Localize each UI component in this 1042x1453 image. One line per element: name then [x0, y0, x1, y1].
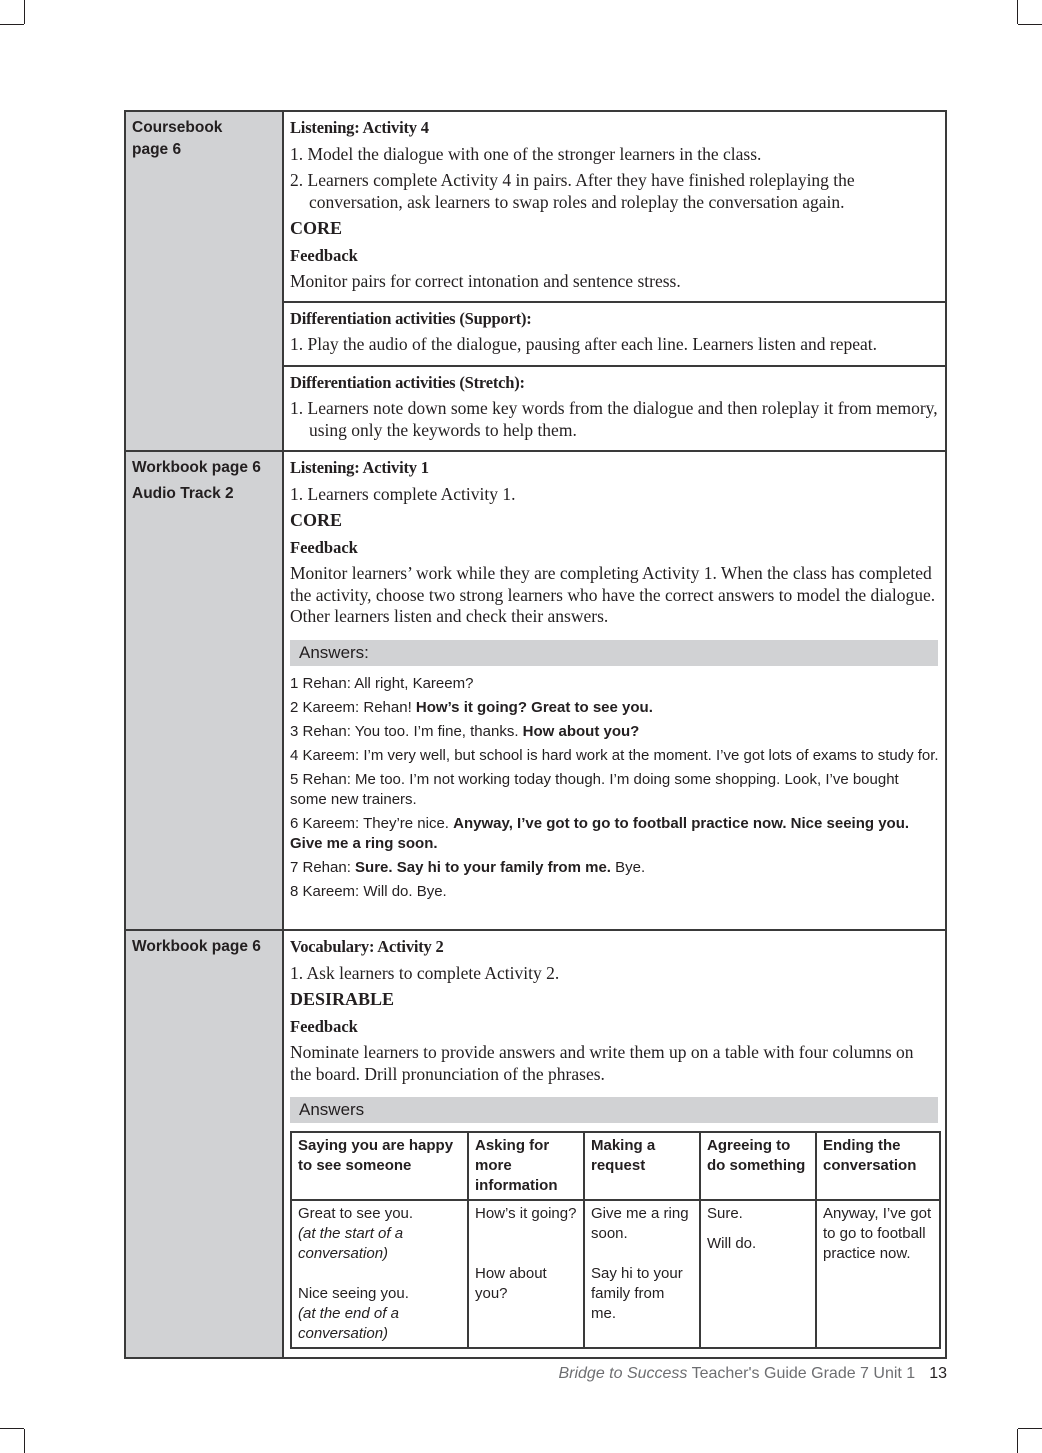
table-cell: Sure. Will do.	[700, 1200, 816, 1348]
column-header: Saying you are happy to see someone	[291, 1132, 468, 1200]
resource-label-line: Audio Track 2	[132, 485, 234, 502]
column-header: Asking for more information	[468, 1132, 584, 1200]
answer-item: 7 Rehan: Sure. Say hi to your family from me. Bye.	[290, 858, 646, 876]
crop-mark	[0, 24, 24, 25]
resource-label-line: page 6	[132, 141, 182, 158]
activity-cell	[283, 111, 946, 302]
crop-mark	[1017, 1429, 1018, 1453]
steps-list	[290, 484, 939, 506]
feedback-text: Monitor pairs for correct intonation and sentence stress.	[290, 271, 681, 291]
resource-label	[125, 111, 283, 451]
stretch-cell	[283, 366, 946, 452]
feedback-text: Nominate learners to provide answers and write them up on a table with four columns on the board. Drill pronunciation of the phrases.	[290, 1042, 914, 1084]
level-label: CORE	[290, 218, 343, 238]
support-heading: Differentiation activities (Support):	[290, 308, 532, 328]
feedback-text: Monitor learners’ work while they are completing Activity 1. When the class has completed the activity, choose two strong learners who have the correct answers to model the dialogue. Other learners listen and check their answers.	[290, 563, 936, 626]
column-header: Agreeing to do something	[700, 1132, 816, 1200]
column-header: Ending the conversation	[816, 1132, 940, 1200]
table-cell: Give me a ring soon. Say hi to your family from me.	[584, 1200, 700, 1348]
answer-item: 1 Rehan: All right, Kareem?	[290, 674, 474, 692]
steps-list	[290, 398, 939, 441]
support-cell	[283, 302, 946, 366]
lesson-plan-table	[124, 110, 947, 1359]
answer-item: 8 Kareem: Will do. Bye.	[290, 882, 447, 900]
answers-table-row	[291, 1200, 940, 1348]
table-cell: How’s it going? How about you?	[468, 1200, 584, 1348]
table-cell: Great to see you. (at the start of a conversation) Nice seeing you. (at the end of a conversation)	[291, 1200, 468, 1348]
step-item: 1. Model the dialogue with one of the stronger learners in the class.	[290, 143, 762, 164]
table-row	[125, 111, 946, 302]
activity-cell	[283, 451, 946, 930]
table-row	[125, 451, 946, 930]
answer-item: 4 Kareem: I’m very well, but school is hard work at the moment. I’ve got lots of exams to study for.	[290, 746, 939, 764]
resource-label-line: Coursebook	[132, 119, 223, 136]
step-item: 1. Ask learners to complete Activity 2.	[290, 962, 560, 983]
activity-heading: Listening: Activity 4	[290, 118, 429, 137]
book-title: Bridge to Success	[558, 1365, 688, 1382]
activity-cell	[283, 930, 946, 1358]
crop-mark	[24, 1429, 25, 1453]
crop-mark	[1018, 1428, 1042, 1429]
crop-mark	[0, 1428, 24, 1429]
answers-table	[290, 1131, 941, 1349]
table-cell: Anyway, I’ve got to go to football practice now.	[816, 1200, 940, 1348]
resource-label-line: Workbook page 6	[132, 459, 261, 476]
answers-bar: Answers:	[290, 640, 938, 666]
step-item: 1. Play the audio of the dialogue, pausing after each line. Learners listen and repeat.	[290, 334, 878, 354]
crop-mark	[24, 0, 25, 24]
answer-item: 2 Kareem: Rehan! How’s it going? Great to see you.	[290, 698, 653, 716]
resource-label-line: Workbook page 6	[132, 938, 261, 955]
answers-list	[290, 674, 939, 902]
answer-item: 3 Rehan: You too. I’m fine, thanks. How about you?	[290, 722, 640, 740]
feedback-heading: Feedback	[290, 245, 358, 265]
resource-label	[125, 451, 283, 930]
resource-label	[125, 930, 283, 1358]
page-footer	[558, 1365, 947, 1383]
steps-list	[290, 963, 939, 985]
steps-list	[290, 144, 939, 214]
stretch-heading: Differentiation activities (Stretch):	[290, 372, 525, 392]
answer-item: 6 Kareem: They’re nice. Anyway, I’ve got to go to football practice now. Nice seeing you. Give me a ring soon.	[290, 814, 910, 852]
answers-bar: Answers	[290, 1097, 938, 1123]
step-item: 1. Learners complete Activity 1.	[290, 483, 516, 504]
page-number: 13	[929, 1365, 947, 1382]
feedback-heading: Feedback	[290, 1016, 358, 1036]
activity-heading: Listening: Activity 1	[290, 458, 429, 477]
crop-mark	[1017, 0, 1018, 24]
table-row	[125, 930, 946, 1358]
level-label: CORE	[290, 510, 343, 530]
answer-item: 5 Rehan: Me too. I’m not working today though. I’m doing some shopping. Look, I’ve bought some new trainers.	[290, 770, 899, 808]
footer-subtitle: Teacher's Guide Grade 7 Unit 1	[687, 1365, 916, 1382]
step-item: 2. Learners complete Activity 4 in pairs. After they have finished roleplaying the conversation, ask learners to swap roles and roleplay the conversation again.	[290, 170, 855, 212]
level-label: DESIRABLE	[290, 989, 395, 1009]
steps-list	[290, 334, 939, 356]
step-item: 1. Learners note down some key words from the dialogue and then roleplay it from memory, using only the keywords to help them.	[290, 398, 938, 440]
feedback-heading: Feedback	[290, 537, 358, 557]
answers-table-header-row	[291, 1132, 940, 1200]
column-header: Making a request	[584, 1132, 700, 1200]
crop-mark	[1018, 24, 1042, 25]
activity-heading: Vocabulary: Activity 2	[290, 937, 444, 956]
